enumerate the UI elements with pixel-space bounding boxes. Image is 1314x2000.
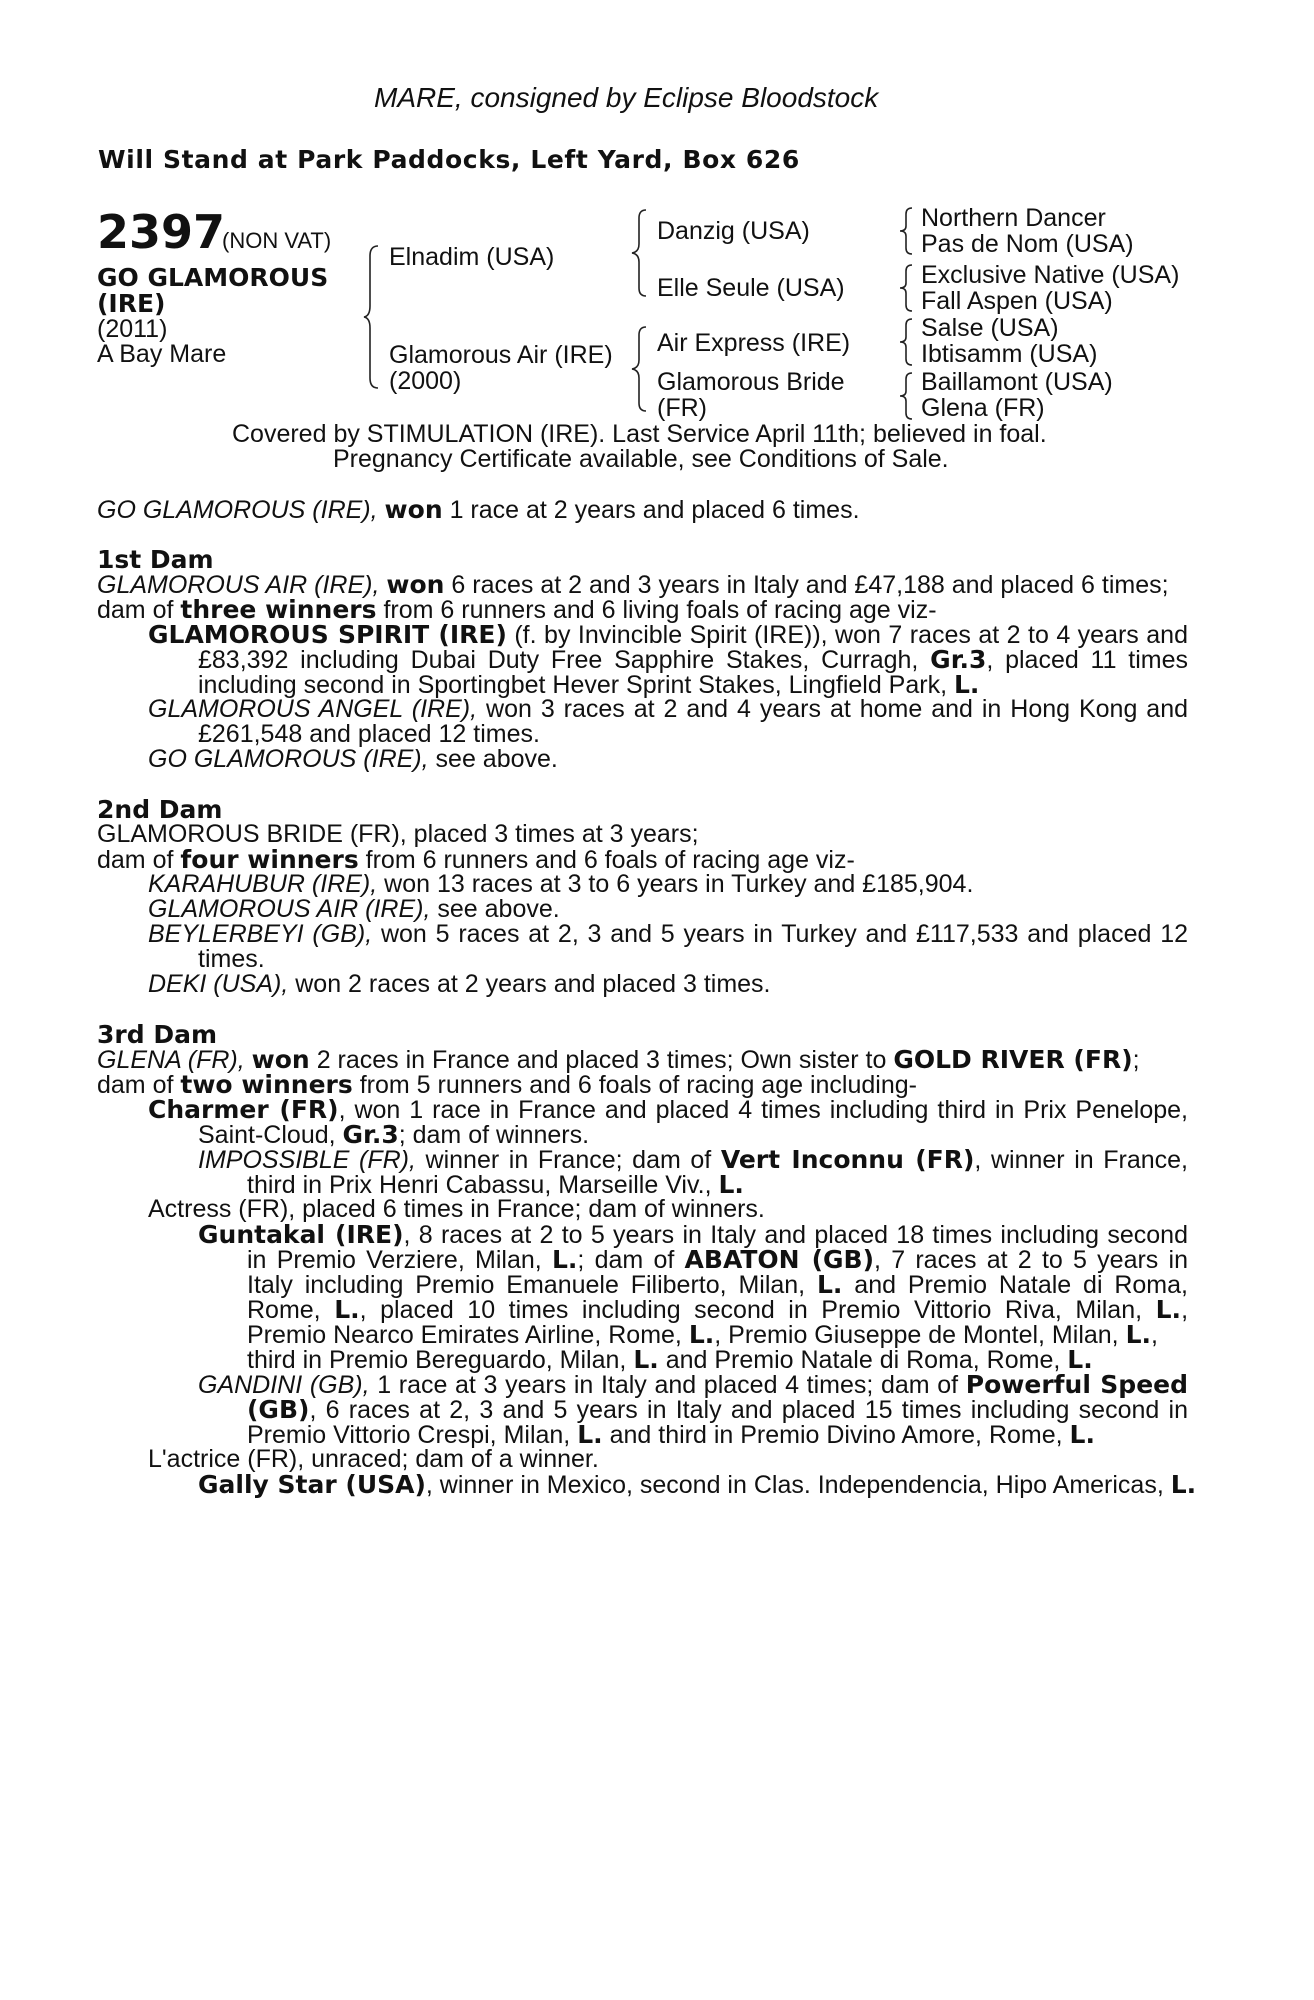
pedigree-g3-sss: Northern Dancer bbox=[921, 204, 1106, 232]
dam2-produce-2: GLAMOROUS AIR (IRE), see above. bbox=[148, 895, 560, 923]
pedigree-g3-sdd: Fall Aspen (USA) bbox=[921, 287, 1113, 315]
dam2-produce-1: KARAHUBUR (IRE), won 13 races at 3 to 6 years in Turkey and £185,904. bbox=[148, 870, 974, 898]
pedigree-g3-sds: Exclusive Native (USA) bbox=[921, 261, 1180, 289]
foaling-year: (2011) bbox=[97, 315, 168, 343]
dam2-record: GLAMOROUS BRIDE (FR), placed 3 times at 3 years; bbox=[97, 820, 699, 848]
dam2-produce-3-line2: times. bbox=[198, 945, 265, 973]
pedigree-brace-gen1 bbox=[362, 244, 382, 390]
dam2-produce-3: BEYLERBEYI (GB), won 5 races at 2, 3 and 5 years in Turkey and £117,533 and placed 12 bbox=[148, 920, 1188, 948]
pedigree-dam-dam: Glamorous Bride bbox=[657, 368, 845, 396]
dam3-grandproduce-4: Gally Star (USA), winner in Mexico, second in Clas. Independencia, Hipo Americas, L. bbox=[198, 1470, 1197, 1499]
dam3-grandproduce-2-line4: Rome, L., placed 10 times including second in Premio Vittorio Riva, Milan, L., bbox=[247, 1295, 1189, 1324]
dam3-produce-1-line2: Saint-Cloud, Gr.3; dam of winners. bbox=[198, 1120, 590, 1149]
dam1-record: GLAMOROUS AIR (IRE), won 6 races at 2 and 3 years in Italy and £47,188 and placed 6 times; bbox=[97, 570, 1169, 599]
pedigree-sire-dam: Elle Seule (USA) bbox=[657, 274, 845, 302]
dam3-heading: 3rd Dam bbox=[97, 1020, 217, 1049]
pedigree-sire: Elnadim (USA) bbox=[389, 243, 555, 271]
horse-name: GO GLAMOROUS bbox=[97, 263, 329, 292]
dam1-heading: 1st Dam bbox=[97, 545, 214, 574]
dam3-produce-1: Charmer (FR), won 1 race in France and placed 4 times including third in Prix Penelope, bbox=[148, 1095, 1188, 1124]
lot-number: 2397 bbox=[97, 205, 226, 259]
pedigree-g3-ddd: Glena (FR) bbox=[921, 394, 1045, 422]
pedigree-g3-ssd: Pas de Nom (USA) bbox=[921, 230, 1134, 258]
horse-name-suffix: (IRE) bbox=[97, 289, 166, 318]
pedigree-g3-dds: Baillamont (USA) bbox=[921, 368, 1113, 396]
dam2-produce-4: DEKI (USA), won 2 races at 2 years and placed 3 times. bbox=[148, 970, 771, 998]
pedigree-g3-dss: Salse (USA) bbox=[921, 314, 1059, 342]
dam3-produce-3: L'actrice (FR), unraced; dam of a winner. bbox=[148, 1445, 599, 1473]
dam3-produce-2: Actress (FR), placed 6 times in France; dam of winners. bbox=[148, 1195, 765, 1223]
vat-status: (NON VAT) bbox=[222, 228, 332, 253]
pregnancy-certificate: Pregnancy Certificate available, see Conditions of Sale. bbox=[333, 445, 949, 473]
covering-info: Covered by STIMULATION (IRE). Last Service April 11th; believed in foal. bbox=[232, 420, 1047, 448]
dam1-produce-1-line3: including second in Sportingbet Hever Sprint Stakes, Lingfield Park, L. bbox=[198, 670, 980, 699]
dam3-produce: dam of two winners from 5 runners and 6 foals of racing age including- bbox=[97, 1070, 917, 1099]
dam3-grandproduce-2-line3: Italy including Premio Emanuele Filiberto, Milan, L. and Premio Natale di Roma, bbox=[247, 1270, 1188, 1299]
pedigree-brace-dam bbox=[630, 325, 650, 413]
dam3-grandproduce-2-line2: in Premio Verziere, Milan, L.; dam of ABATON (GB), 7 races at 2 to 5 years in bbox=[247, 1245, 1188, 1274]
pedigree-dam: Glamorous Air (IRE) bbox=[389, 341, 613, 369]
horse-description: A Bay Mare bbox=[97, 340, 227, 368]
dam1-produce: dam of three winners from 6 runners and 6 living foals of racing age viz- bbox=[97, 595, 937, 624]
dam3-grandproduce-3-line3: Premio Vittorio Crespi, Milan, L. and third in Premio Divino Amore, Rome, L. bbox=[247, 1420, 1095, 1449]
horse-summary: GO GLAMOROUS (IRE), won 1 race at 2 years and placed 6 times. bbox=[97, 495, 860, 524]
dam1-produce-1: GLAMOROUS SPIRIT (IRE) (f. by Invincible Spirit (IRE)), won 7 races at 2 to 4 years and bbox=[148, 620, 1188, 649]
dam3-grandproduce-2-line6: third in Premio Bereguardo, Milan, L. and Premio Natale di Roma, Rome, L. bbox=[247, 1345, 1093, 1374]
dam3-grandproduce-1: IMPOSSIBLE (FR), winner in France; dam of Vert Inconnu (FR), winner in France, bbox=[198, 1145, 1188, 1174]
pedigree-brace-g3-1 bbox=[898, 206, 916, 256]
dam3-grandproduce-3: GANDINI (GB), 1 race at 3 years in Italy and placed 4 times; dam of Powerful Speed bbox=[198, 1370, 1188, 1399]
pedigree-dam-sire: Air Express (IRE) bbox=[657, 329, 851, 357]
pedigree-brace-g3-4 bbox=[898, 371, 916, 421]
dam1-produce-2-line2: £261,548 and placed 12 times. bbox=[198, 720, 540, 748]
pedigree-brace-sire bbox=[630, 208, 650, 298]
dam3-record: GLENA (FR), won 2 races in France and placed 3 times; Own sister to GOLD RIVER (FR); bbox=[97, 1045, 1140, 1074]
stand-location: Will Stand at Park Paddocks, Left Yard, Box 626 bbox=[98, 145, 800, 174]
dam1-produce-2: GLAMOROUS ANGEL (IRE), won 3 races at 2 and 4 years at home and in Hong Kong and bbox=[148, 695, 1189, 723]
pedigree-sire-sire: Danzig (USA) bbox=[657, 217, 810, 245]
pedigree-dam-dam-suffix: (FR) bbox=[657, 394, 707, 422]
dam1-produce-1-line2: £83,392 including Dubai Duty Free Sapphire Stakes, Curragh, Gr.3, placed 11 times bbox=[198, 645, 1189, 674]
dam3-grandproduce-2-line5: Premio Nearco Emirates Airline, Rome, L., Premio Giuseppe de Montel, Milan, L., bbox=[247, 1320, 1158, 1349]
dam2-produce: dam of four winners from 6 runners and 6 foals of racing age viz- bbox=[97, 845, 855, 874]
dam3-grandproduce-3-line2: (GB), 6 races at 2, 3 and 5 years in Italy and placed 15 times including second in bbox=[247, 1395, 1188, 1424]
page-title: MARE, consigned by Eclipse Bloodstock bbox=[374, 82, 879, 113]
pedigree-brace-g3-3 bbox=[898, 317, 916, 367]
dam1-produce-3: GO GLAMOROUS (IRE), see above. bbox=[148, 745, 558, 773]
dam3-grandproduce-1-line2: third in Prix Henri Cabassu, Marseille Viv., L. bbox=[247, 1170, 744, 1199]
pedigree-dam-year: (2000) bbox=[389, 367, 462, 395]
dam3-grandproduce-2: Guntakal (IRE), 8 races at 2 to 5 years in Italy and placed 18 times including second bbox=[198, 1220, 1188, 1249]
pedigree-brace-g3-2 bbox=[898, 263, 916, 313]
dam2-heading: 2nd Dam bbox=[97, 795, 223, 824]
pedigree-g3-dsd: Ibtisamm (USA) bbox=[921, 340, 1098, 368]
